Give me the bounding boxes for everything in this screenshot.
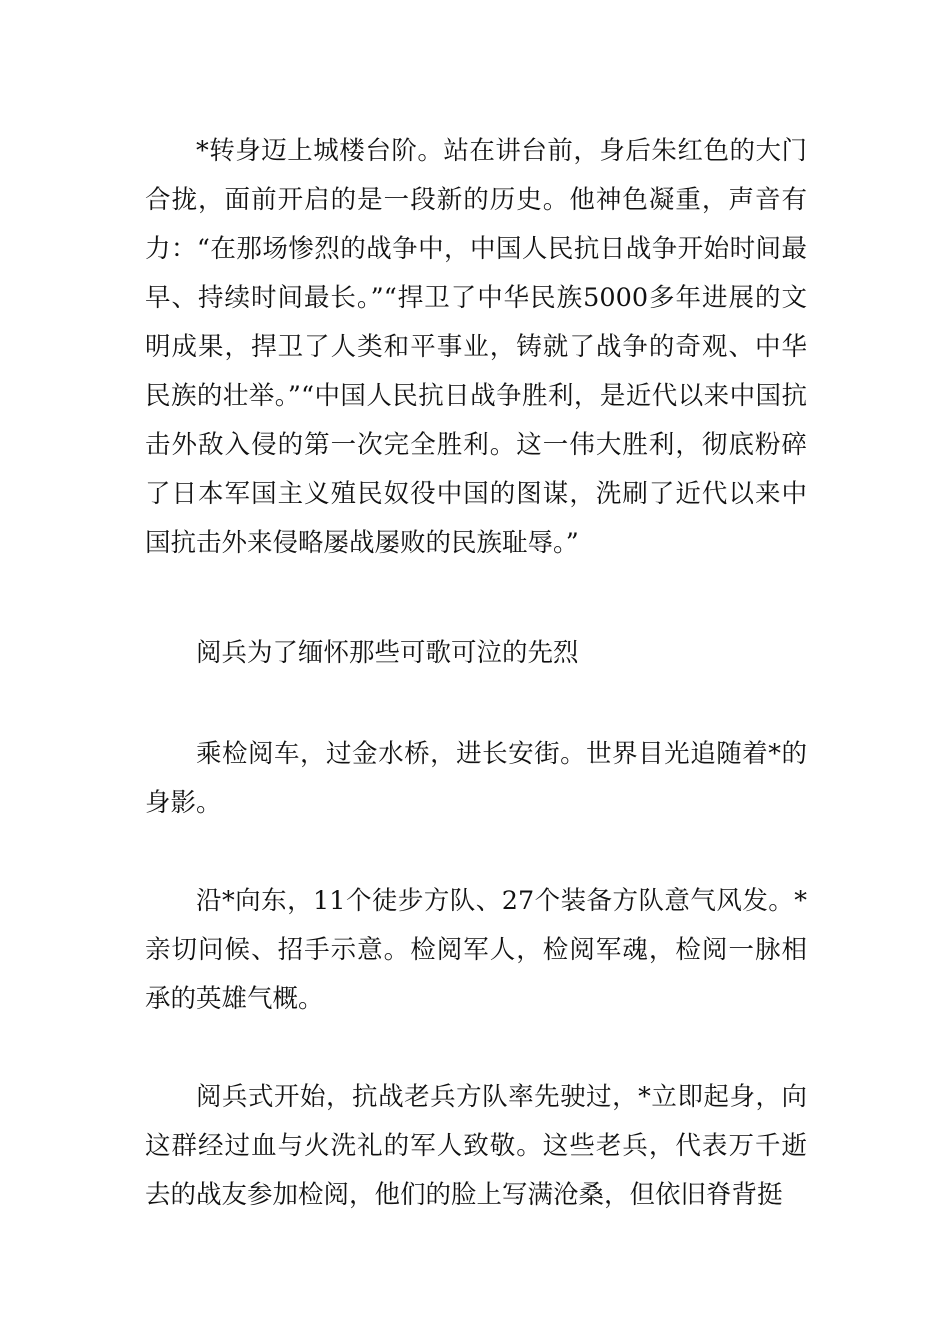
paragraph-formations: 沿*向东，11个徒步方队、27个装备方队意气风发。*亲切问候、招手示意。检阅军人，检阅军魂，检阅一脉相承的英雄气概。 [145,886,807,1014]
paragraph-veterans: 阅兵式开始，抗战老兵方队率先驶过，*立即起身，向这群经过血与火洗礼的军人致敬。这些老兵，代表万千逝去的战友参加检阅，他们的脸上写满沧桑，但依旧脊背挺 [145,1082,807,1210]
paragraph-speech: *转身迈上城楼台阶。站在讲台前，身后朱红色的大门合拢，面前开启的是一段新的历史。他神色凝重，声音有力：“在那场惨烈的战争中，中国人民抗日战争开始时间最早、持续时间最长。”“捍卫了中华民族5000多年进展的文明成果，捍卫了人类和平事业，铸就了战争的奇观、中华民族的壮举。”“中国人民抗日战争胜利，是近代以来中国抗击外敌入侵的第一次完全胜利。这一伟大胜利，彻底粉碎了日本军国主义殖民奴役中国的图谋，洗刷了近代以来中国抗击外来侵略屡战屡败的民族耻辱。” [145,136,807,558]
paragraph-heading-commemorate: 阅兵为了缅怀那些可歌可泣的先烈 [196,638,579,668]
paragraph-inspection-car: 乘检阅车，过金水桥，进长安街。世界目光追随着*的身影。 [145,739,807,818]
document-page [145,127,807,1220]
